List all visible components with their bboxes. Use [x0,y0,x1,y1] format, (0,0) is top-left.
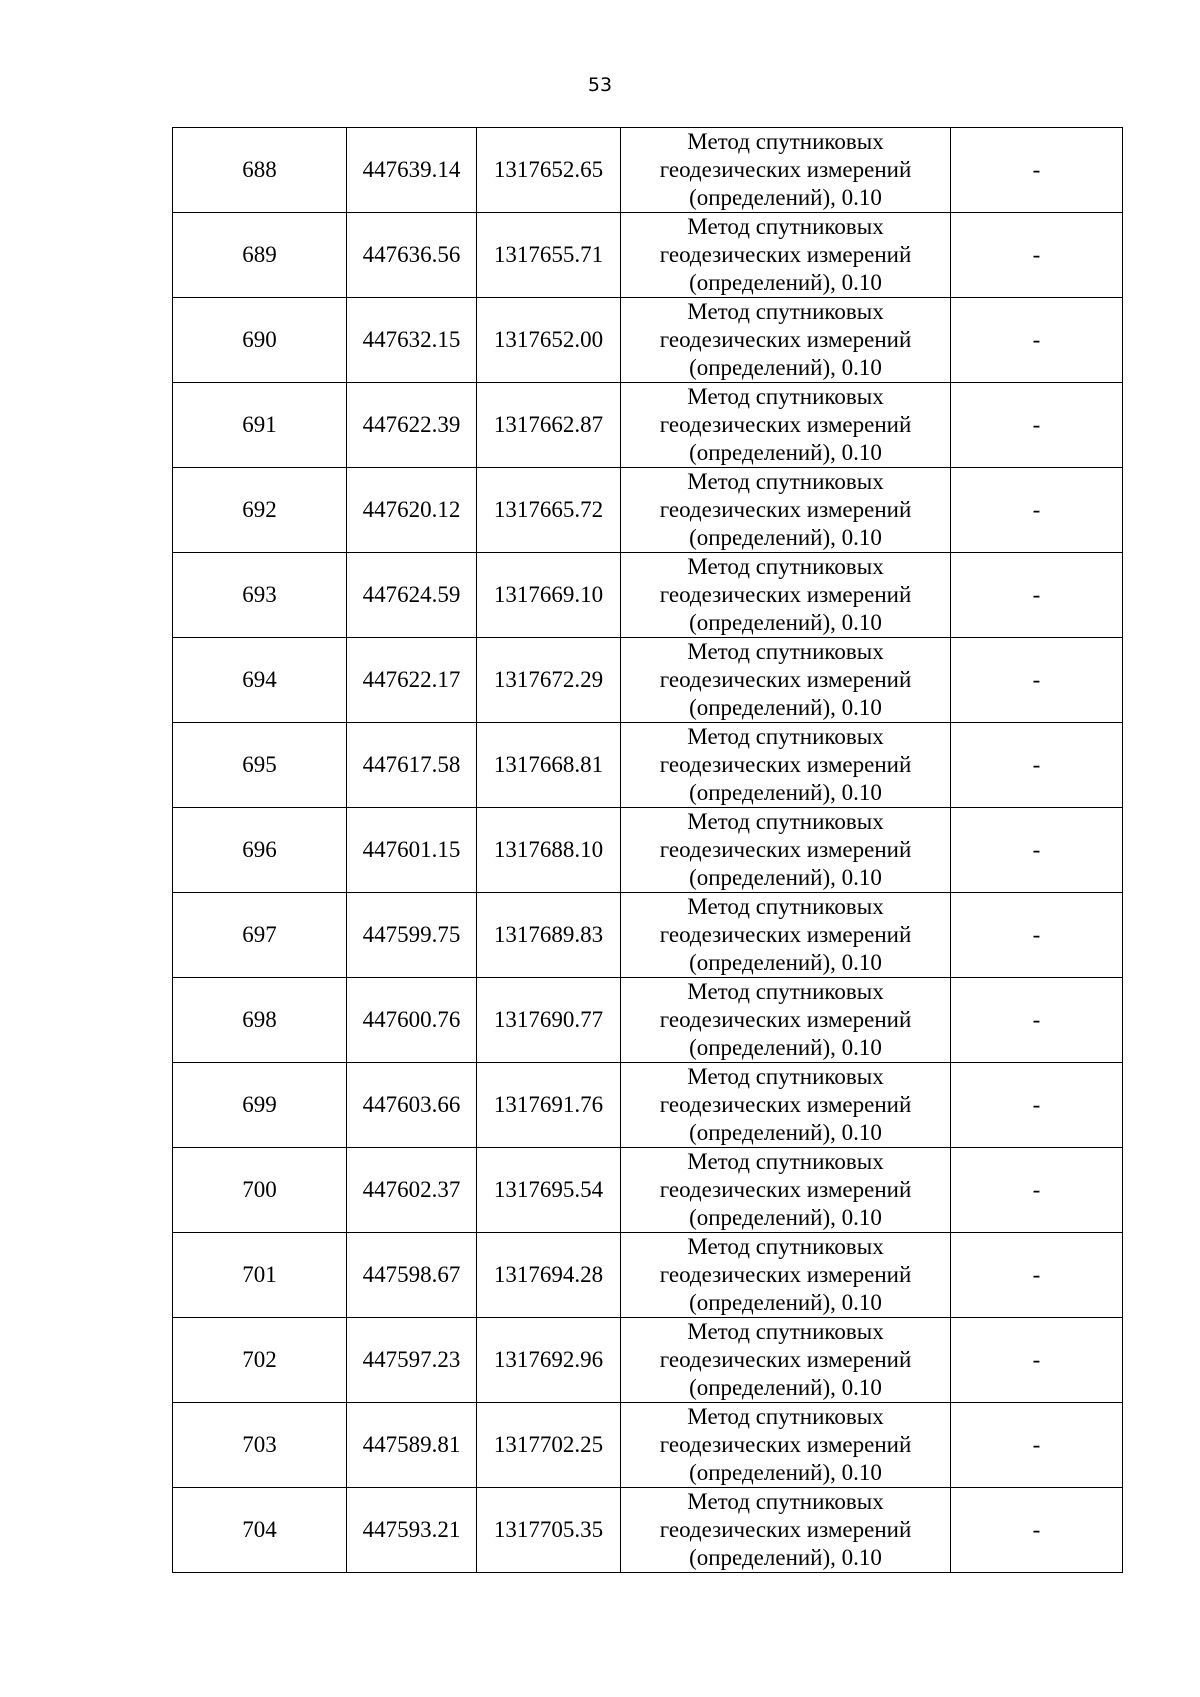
method-cell [621,1403,951,1488]
y-coordinate-cell: 1317692.96 [477,1318,621,1403]
y-coordinate-cell: 1317662.87 [477,383,621,468]
method-cell [621,978,951,1063]
note-cell: - [951,213,1123,298]
y-coordinate-cell: 1317655.71 [477,213,621,298]
method-line: геодезических измерений [659,497,912,522]
x-coordinate-cell: 447601.15 [347,808,477,893]
method-cell [621,808,951,893]
note-cell: - [951,1403,1123,1488]
note-cell: - [951,298,1123,383]
note-cell: - [951,1488,1123,1573]
method-line: геодезических измерений [659,752,912,777]
method-line: геодезических измерений [659,667,912,692]
method-line: геодезических измерений [659,837,912,862]
x-coordinate-cell: 447617.58 [347,723,477,808]
method-line: Метод спутниковых [687,979,884,1004]
method-line: геодезических измерений [659,242,912,267]
method-cell [621,1148,951,1233]
method-cell [621,553,951,638]
method-line: (определений), 0.10 [689,1545,882,1570]
method-line: геодезических измерений [659,1007,912,1032]
method-line: Метод спутниковых [687,724,884,749]
table-row [173,723,1123,808]
method-line: Метод спутниковых [687,384,884,409]
table-row [173,1318,1123,1403]
method-line: Метод спутниковых [687,299,884,324]
y-coordinate-cell: 1317668.81 [477,723,621,808]
method-line: (определений), 0.10 [689,440,882,465]
table-row [173,638,1123,723]
method-line: Метод спутниковых [687,554,884,579]
method-line: (определений), 0.10 [689,185,882,210]
point-number-cell: 702 [173,1318,347,1403]
note-cell: - [951,638,1123,723]
method-line: Метод спутниковых [687,129,884,154]
method-cell [621,128,951,213]
table-row [173,468,1123,553]
note-cell: - [951,1318,1123,1403]
note-cell: - [951,723,1123,808]
method-line: (определений), 0.10 [689,695,882,720]
point-number-cell: 701 [173,1233,347,1318]
method-line: (определений), 0.10 [689,950,882,975]
method-cell [621,1318,951,1403]
y-coordinate-cell: 1317691.76 [477,1063,621,1148]
point-number-cell: 693 [173,553,347,638]
x-coordinate-cell: 447589.81 [347,1403,477,1488]
note-cell: - [951,1063,1123,1148]
method-line: геодезических измерений [659,1262,912,1287]
page-number: 53 [587,74,613,96]
x-coordinate-cell: 447593.21 [347,1488,477,1573]
x-coordinate-cell: 447600.76 [347,978,477,1063]
table-row [173,553,1123,638]
method-cell [621,383,951,468]
table-row [173,1148,1123,1233]
coordinates-table-body [173,128,1123,1573]
coordinates-table [172,127,1123,1573]
y-coordinate-cell: 1317694.28 [477,1233,621,1318]
method-line: Метод спутниковых [687,1489,884,1514]
method-line: Метод спутниковых [687,1404,884,1429]
point-number-cell: 698 [173,978,347,1063]
method-cell [621,213,951,298]
method-line: Метод спутниковых [687,1064,884,1089]
point-number-cell: 697 [173,893,347,978]
x-coordinate-cell: 447624.59 [347,553,477,638]
table-row [173,128,1123,213]
point-number-cell: 704 [173,1488,347,1573]
x-coordinate-cell: 447636.56 [347,213,477,298]
table-row [173,1063,1123,1148]
x-coordinate-cell: 447622.17 [347,638,477,723]
method-line: (определений), 0.10 [689,610,882,635]
point-number-cell: 688 [173,128,347,213]
point-number-cell: 694 [173,638,347,723]
method-line: геодезических измерений [659,1177,912,1202]
note-cell: - [951,808,1123,893]
method-line: (определений), 0.10 [689,270,882,295]
method-line: геодезических измерений [659,412,912,437]
method-cell [621,298,951,383]
method-line: геодезических измерений [659,582,912,607]
method-line: (определений), 0.10 [689,1035,882,1060]
table-row [173,1403,1123,1488]
note-cell: - [951,1233,1123,1318]
point-number-cell: 695 [173,723,347,808]
method-line: (определений), 0.10 [689,865,882,890]
note-cell: - [951,128,1123,213]
point-number-cell: 703 [173,1403,347,1488]
y-coordinate-cell: 1317690.77 [477,978,621,1063]
point-number-cell: 691 [173,383,347,468]
note-cell: - [951,383,1123,468]
method-line: геодезических измерений [659,157,912,182]
method-line: (определений), 0.10 [689,355,882,380]
point-number-cell: 692 [173,468,347,553]
y-coordinate-cell: 1317688.10 [477,808,621,893]
method-line: Метод спутниковых [687,894,884,919]
x-coordinate-cell: 447622.39 [347,383,477,468]
table-row [173,808,1123,893]
point-number-cell: 689 [173,213,347,298]
x-coordinate-cell: 447602.37 [347,1148,477,1233]
x-coordinate-cell: 447639.14 [347,128,477,213]
y-coordinate-cell: 1317702.25 [477,1403,621,1488]
y-coordinate-cell: 1317652.65 [477,128,621,213]
method-line: Метод спутниковых [687,639,884,664]
method-line: геодезических измерений [659,327,912,352]
table-row [173,1233,1123,1318]
point-number-cell: 696 [173,808,347,893]
table-row [173,978,1123,1063]
table-row [173,213,1123,298]
method-line: (определений), 0.10 [689,1460,882,1485]
y-coordinate-cell: 1317669.10 [477,553,621,638]
x-coordinate-cell: 447599.75 [347,893,477,978]
method-cell [621,468,951,553]
y-coordinate-cell: 1317689.83 [477,893,621,978]
method-line: геодезических измерений [659,1092,912,1117]
note-cell: - [951,553,1123,638]
method-line: геодезических измерений [659,1432,912,1457]
method-cell [621,723,951,808]
x-coordinate-cell: 447632.15 [347,298,477,383]
table-row [173,298,1123,383]
point-number-cell: 700 [173,1148,347,1233]
method-cell [621,638,951,723]
y-coordinate-cell: 1317695.54 [477,1148,621,1233]
method-line: геодезических измерений [659,1517,912,1542]
y-coordinate-cell: 1317705.35 [477,1488,621,1573]
x-coordinate-cell: 447597.23 [347,1318,477,1403]
method-cell [621,893,951,978]
y-coordinate-cell: 1317652.00 [477,298,621,383]
method-cell [621,1488,951,1573]
table-row [173,893,1123,978]
method-line: (определений), 0.10 [689,525,882,550]
x-coordinate-cell: 447620.12 [347,468,477,553]
method-line: (определений), 0.10 [689,1290,882,1315]
method-line: Метод спутниковых [687,469,884,494]
method-line: (определений), 0.10 [689,1120,882,1145]
method-cell [621,1063,951,1148]
method-line: геодезических измерений [659,922,912,947]
table-row [173,383,1123,468]
point-number-cell: 699 [173,1063,347,1148]
y-coordinate-cell: 1317672.29 [477,638,621,723]
method-line: Метод спутниковых [687,214,884,239]
x-coordinate-cell: 447603.66 [347,1063,477,1148]
method-cell [621,1233,951,1318]
note-cell: - [951,978,1123,1063]
method-line: (определений), 0.10 [689,1375,882,1400]
method-line: (определений), 0.10 [689,780,882,805]
note-cell: - [951,893,1123,978]
method-line: Метод спутниковых [687,1149,884,1174]
method-line: (определений), 0.10 [689,1205,882,1230]
table-row [173,1488,1123,1573]
method-line: Метод спутниковых [687,1234,884,1259]
method-line: Метод спутниковых [687,1319,884,1344]
y-coordinate-cell: 1317665.72 [477,468,621,553]
note-cell: - [951,468,1123,553]
note-cell: - [951,1148,1123,1233]
point-number-cell: 690 [173,298,347,383]
method-line: геодезических измерений [659,1347,912,1372]
x-coordinate-cell: 447598.67 [347,1233,477,1318]
method-line: Метод спутниковых [687,809,884,834]
